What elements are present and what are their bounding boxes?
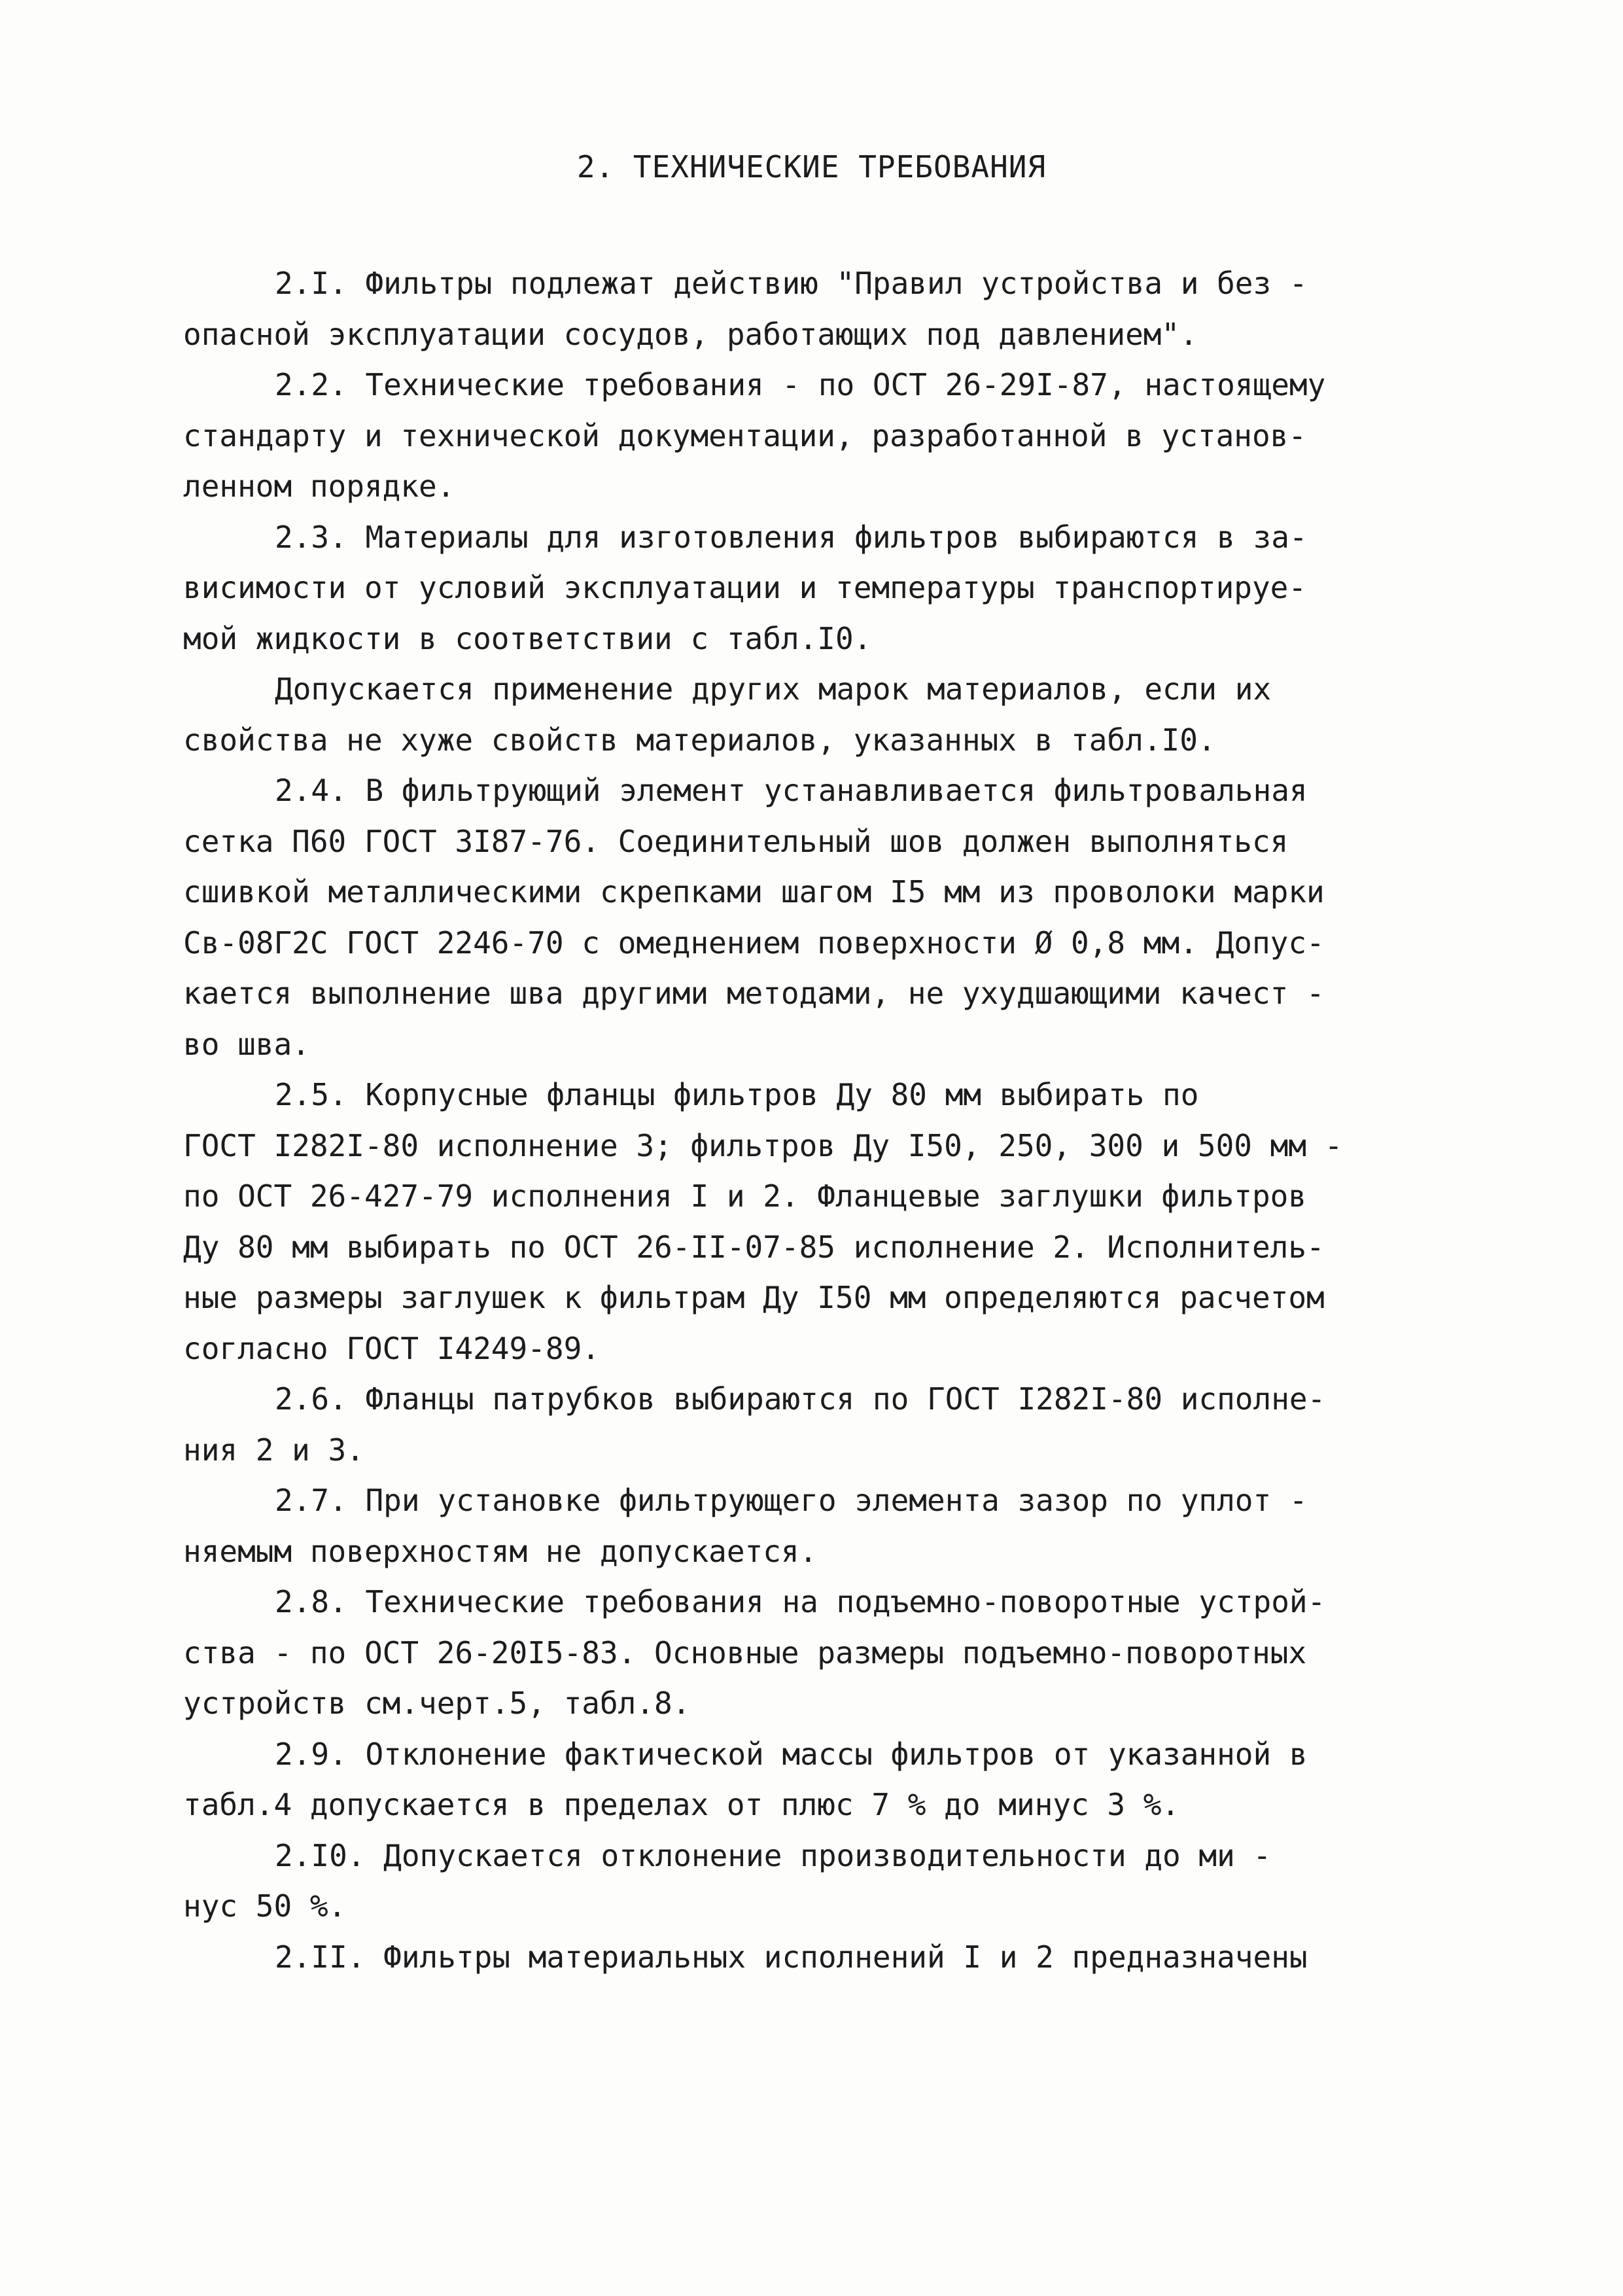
text-line: Ду 80 мм выбирать по ОСТ 26-II-07-85 исполнение 2. Исполнитель-	[183, 1229, 1325, 1265]
text-line: 2.5. Корпусные фланцы фильтров Ду 80 мм выбирать по	[275, 1077, 1199, 1112]
paragraph-2-11	[183, 1932, 1446, 1983]
text-line: по ОСТ 26-427-79 исполнения I и 2. Фланцевые заглушки фильтров	[183, 1178, 1307, 1214]
text-line: висимости от условий эксплуатации и температуры транспортируе-	[183, 570, 1307, 605]
text-line: во шва.	[183, 1026, 310, 1062]
text-line: ства - по ОСТ 26-20I5-83. Основные размеры подъемно-поворотных	[183, 1634, 1307, 1670]
text-line: 2.II. Фильтры материальных исполнений I и 2 предназначены	[275, 1939, 1308, 1975]
paragraph-2-7	[183, 1475, 1446, 1577]
paragraph-2-10	[183, 1831, 1446, 1932]
text-line: табл.4 допускается в пределах от плюс 7 % до минус 3 %.	[183, 1787, 1180, 1822]
text-line: 2.2. Технические требования - по ОСТ 26-29I-87, настоящему	[275, 367, 1326, 402]
text-line: устройств см.черт.5, табл.8.	[183, 1686, 691, 1721]
text-line: 2.9. Отклонение фактической массы фильтров от указанной в	[275, 1736, 1308, 1772]
text-line: Допускается применение других марок материалов, если их	[275, 671, 1272, 707]
text-line: ленном порядке.	[183, 468, 455, 504]
paragraph-2-6	[183, 1374, 1446, 1475]
paragraph-2-1	[183, 258, 1446, 360]
text-line: кается выполнение шва другими методами, не ухудшающими качест -	[183, 976, 1325, 1011]
paragraph-2-4	[183, 766, 1446, 1070]
text-line: сшивкой металлическими скрепками шагом I5 мм из проволоки марки	[183, 874, 1325, 910]
text-line: 2.3. Материалы для изготовления фильтров выбираются в за-	[275, 519, 1308, 555]
text-line: 2.8. Технические требования на подъемно-поворотные устрой-	[275, 1584, 1326, 1619]
text-line: 2.7. При установке фильтрующего элемента зазор по уплот -	[275, 1483, 1308, 1518]
section-heading: 2. ТЕХНИЧЕСКИЕ ТРЕБОВАНИЯ	[576, 149, 1047, 185]
paragraph-2-9	[183, 1729, 1446, 1831]
paragraph-2-2	[183, 360, 1446, 512]
text-line: ГОСТ I282I-80 исполнение 3; фильтров Ду I50, 250, 300 и 500 мм -	[183, 1127, 1343, 1163]
text-line: 2.4. В фильтрующий элемент устанавливается фильтровальная	[275, 773, 1308, 808]
text-line: 2.I. Фильтры подлежат действию "Правил устройства и без -	[275, 266, 1308, 301]
text-line: согласно ГОСТ I4249-89.	[183, 1330, 600, 1366]
text-line: сетка П60 ГОСТ 3I87-76. Соединительный шов должен выполняться	[183, 823, 1289, 859]
paragraph-2-5	[183, 1070, 1446, 1374]
paragraph-2-8	[183, 1577, 1446, 1729]
text-line: стандарту и технической документации, разработанной в установ-	[183, 417, 1307, 453]
text-line: 2.6. Фланцы патрубков выбираются по ГОСТ I282I-80 исполне-	[275, 1381, 1326, 1417]
text-line: ные размеры заглушек к фильтрам Ду I50 мм определяются расчетом	[183, 1280, 1325, 1315]
paragraph-2-3-note	[183, 664, 1446, 766]
text-line: 2.I0. Допускается отклонение производительности до ми -	[275, 1837, 1272, 1873]
text-line: няемым поверхностям не допускается.	[183, 1533, 818, 1569]
text-line: нус 50 %.	[183, 1888, 347, 1924]
text-line: опасной эксплуатации сосудов, работающих под давлением".	[183, 316, 1198, 352]
paragraph-2-3	[183, 512, 1446, 665]
text-line: мой жидкости в соответствии с табл.I0.	[183, 620, 872, 656]
body-text	[183, 258, 1446, 1983]
text-line: Св-08Г2С ГОСТ 2246-70 с омеднением поверхности Ø 0,8 мм. Допус-	[183, 925, 1325, 961]
text-line: свойства не хуже свойств материалов, указанных в табл.I0.	[183, 722, 1216, 758]
text-line: ния 2 и 3.	[183, 1432, 364, 1468]
